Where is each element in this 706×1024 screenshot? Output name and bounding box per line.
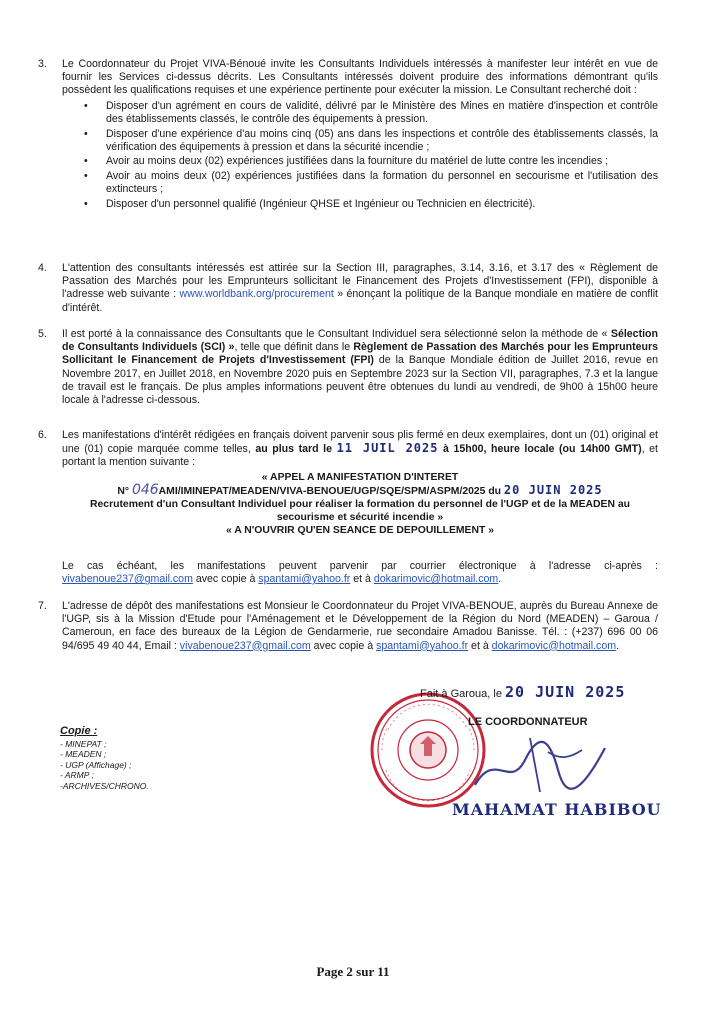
method-name: Sélection de Consultants Individuels (SCI) »: [62, 328, 658, 354]
email-link[interactable]: dokarimovic@hotmail.com: [491, 639, 617, 652]
section-number: 6.: [38, 429, 47, 441]
text-run: , et portant la mention suivante :: [62, 443, 658, 469]
text-run: L'adresse de dépôt des manifestations est Monsieur le Coordonnateur du Projet VIVA-BENOUE, auprès du Bureau Annexe de l'UGP, sis à la Mission d'Etude pour l'Aménagement et le Développement de la Région du Nord (MEADEN) – Garoua / Cameroun, en face des bureaux de la Légion de Gendarmerie, rue secondaire Amadou Banisse. Tél. : (+237) 696 00 06 94/695 49 40 44, Email :: [62, 600, 658, 652]
section-number: 3.: [38, 58, 47, 70]
ref-handwritten-number: 046: [131, 482, 159, 498]
signature-icon: [470, 730, 610, 800]
section-4-text: [62, 262, 658, 315]
section-number: 5.: [38, 328, 47, 340]
copy-distribution-list: [60, 726, 149, 791]
signature-date-stamp: 20 JUIN 2025: [505, 683, 626, 701]
deadline-time: à 15h00, heure locale (ou 14h00 GMT): [443, 443, 642, 456]
ref-prefix: N°: [117, 486, 130, 497]
section-3-intro: Le Coordonnateur du Projet VIVA-Bénoué invite les Consultants Individuels intéressés à manifester leur intérêt en vue de fournir les Services ci-dessus décrits. Les Consultants intéressés doivent produire des informations démontrant qu'ils possèdent les qualifications requises et une expérience pertinente pour exécuter la mission. Le Consultant recherché doit :: [62, 58, 658, 97]
list-item: • Avoir au moins deux (02) expériences justifiées dans la fourniture du matériel de lutte contre les incendies ;: [106, 155, 658, 168]
list-item: • Avoir au moins deux (02) expériences justifiées dans la formation du personnel en secourisme et l'utilisation des extincteurs ;: [106, 170, 658, 196]
text-run: .: [616, 639, 620, 652]
email-link[interactable]: dokarimovic@hotmail.com: [373, 573, 499, 586]
email-link[interactable]: vivabenoue237@gmail.com: [62, 573, 193, 586]
section-4: [38, 262, 658, 315]
copy-title: Copie :: [60, 725, 98, 737]
ref-date-stamp: 20 JUIN 2025: [503, 483, 603, 497]
ref-code: AMI/IMINEPAT/MEADEN/VIVA-BENOUE/UGP/SQE/SPM/ASPM/2025 du: [158, 486, 502, 497]
text-run: et à: [350, 573, 374, 586]
list-item: • Disposer d'une expérience d'au moins cinq (05) ans dans les inspections et contrôle des établissements classés, la vérification des équipements à pression et dans la sécurité incendie ;: [106, 128, 658, 154]
section-6-email: [38, 560, 658, 586]
email-link[interactable]: spantami@yahoo.fr: [258, 573, 351, 586]
notice-reference: [62, 484, 658, 498]
text-run: de la Banque Mondiale édition de Juillet 2016, revue en Novembre 2017, en Juillet 2018, en Novembre 2020 puis en Septembre 2023 sur la Section VII, paragraphes, 7.3 et la langue de travail est le français. De plus amples informations peuvent être obtenues du lundi au vendredi, de 9h00 à 15h00 heure locale à l'adresse ci-dessous.: [62, 354, 658, 407]
section-6: [38, 429, 658, 470]
requirements-list: [62, 100, 658, 212]
section-3: [38, 58, 658, 213]
signatory-title: LE COORDONNATEUR: [468, 716, 588, 728]
text-run: Les manifestations d'intérêt rédigées en français doivent parvenir sous plis fermé en deux exemplaires, dont un (01) original et une (01) copie marquée comme telles,: [62, 429, 658, 456]
section-number: 7.: [38, 600, 47, 612]
list-item: - MEADEN ;: [60, 749, 107, 759]
section-7-text: [62, 600, 658, 653]
notice-opening: « A N'OUVRIR QU'EN SEANCE DE DEPOUILLEMENT »: [225, 525, 494, 536]
page-number: Page 2 sur 11: [316, 964, 390, 979]
text-run: avec copie à: [192, 573, 259, 586]
text-run: .: [498, 573, 502, 586]
list-item: - MINEPAT ;: [60, 738, 107, 749]
section-5-text: [62, 328, 658, 407]
regulation-name: Règlement de Passation des Marchés pour les Emprunteurs Sollicitant le Financement de Projets d'Investissement (FPI): [62, 341, 658, 367]
email-link[interactable]: spantami@yahoo.fr: [376, 639, 469, 652]
list-item: • Disposer d'un personnel qualifié (Ingénieur QHSE et Ingénieur ou Technicien en électricité).: [106, 198, 658, 211]
deadline-label: au plus tard le: [255, 443, 332, 456]
list-item: • Disposer d'un agrément en cours de validité, délivré par le Ministère des Mines en matière d'inspection et contrôle des établissements classés, le contrôle des équipements à pression.: [106, 100, 658, 126]
notice-mention: [62, 471, 658, 537]
section-6-text: [62, 429, 658, 470]
procurement-link[interactable]: www.worldbank.org/procurement: [179, 288, 334, 301]
list-item: - UGP (Affichage) ;: [60, 759, 132, 770]
section-7: [38, 600, 658, 653]
list-item: -ARCHIVES/CHRONO.: [60, 780, 149, 791]
notice-object: Recrutement d'un Consultant Individuel pour réaliser la formation du personnel de l'UGP et de la MEADEN au secourisme et sécurité incendie »: [90, 499, 630, 523]
text-run: » énonçant la politique de la Banque mondiale en matière de conflit d'intérêt.: [62, 288, 658, 314]
list-item: - ARMP ;: [60, 770, 94, 780]
signature-place: Fait à Garoua, le: [420, 688, 502, 700]
notice-heading: « APPEL A MANIFESTATION D'INTERET: [261, 472, 459, 483]
text-run: L'attention des consultants intéressés est attirée sur la Section III, paragraphes, 3.14, 3.16, et 3.17 des « Règlement de Passation des Marchés pour les Emprunteurs sollicitant le Financement des Projets d'Investissement (FPI), disponible à l'adresse web suivante :: [62, 262, 658, 301]
deadline-date-stamp: 11 JUIL 2025: [336, 441, 439, 456]
signatory-name: MAHAMAT HABIBOU: [452, 800, 662, 819]
section-number: 4.: [38, 262, 47, 274]
section-5: [38, 328, 658, 407]
text-run: et à: [468, 639, 492, 652]
text-run: Le cas échéant, les manifestations peuvent parvenir par courrier électronique à l'adresse ci-après :: [62, 560, 658, 572]
text-run: , telle que définit dans le: [234, 341, 354, 354]
text-run: avec copie à: [310, 639, 377, 652]
signature-date-line: [420, 683, 625, 701]
text-run: Il est porté à la connaissance des Consultants que le Consultant Individuel sera sélectionné selon la méthode de «: [62, 328, 611, 340]
email-link[interactable]: vivabenoue237@gmail.com: [179, 639, 311, 652]
